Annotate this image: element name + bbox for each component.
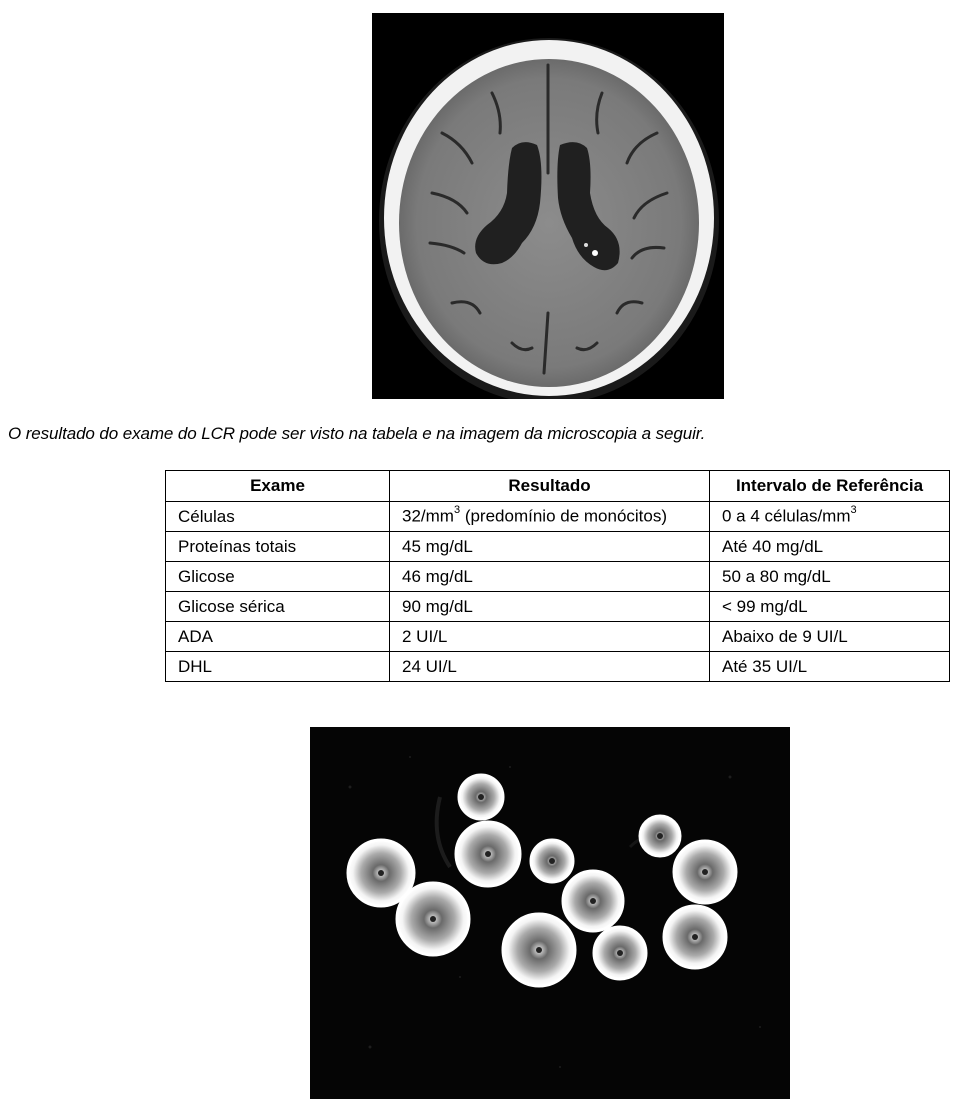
table-row: [166, 622, 950, 652]
result-cell: 90 mg/dL: [390, 592, 710, 622]
table-row: [166, 592, 950, 622]
microscopy-image: [310, 727, 790, 1099]
reference-cell: < 99 mg/dL: [710, 592, 950, 622]
caption-text: O resultado do exame do LCR pode ser visto na tabela e na imagem da microscopia a seguir.: [8, 424, 706, 443]
csf-results-table: [165, 470, 950, 682]
result-cell: 46 mg/dL: [390, 562, 710, 592]
result-cell: 24 UI/L: [390, 652, 710, 682]
exam-cell: Proteínas totais: [166, 532, 390, 562]
exam-cell: DHL: [166, 652, 390, 682]
reference-cell: Até 35 UI/L: [710, 652, 950, 682]
table-header-row: [166, 471, 950, 502]
reference-cell: 50 a 80 mg/dL: [710, 562, 950, 592]
exam-cell: Glicose: [166, 562, 390, 592]
table-row: [166, 562, 950, 592]
table-row: [166, 532, 950, 562]
table-row: [166, 502, 950, 532]
header-exam: Exame: [166, 471, 390, 502]
header-result: Resultado: [390, 471, 710, 502]
result-superscript: 3: [453, 504, 461, 517]
result-cell: 2 UI/L: [390, 622, 710, 652]
reference-superscript: 3: [850, 504, 857, 517]
reference-cell: Abaixo de 9 UI/L: [710, 622, 950, 652]
result-note: (predomínio de monócitos): [460, 506, 668, 526]
header-reference: Intervalo de Referência: [710, 471, 950, 502]
result-cell: 45 mg/dL: [390, 532, 710, 562]
exam-cell: Células: [166, 502, 390, 532]
reference-value: 0 a 4 células/mm: [722, 506, 851, 526]
reference-cell: [710, 502, 950, 532]
reference-cell: Até 40 mg/dL: [710, 532, 950, 562]
table-row: [166, 652, 950, 682]
exam-cell: ADA: [166, 622, 390, 652]
result-value: 32/mm: [402, 506, 454, 526]
ct-scan-image: [372, 13, 724, 399]
exam-cell: Glicose sérica: [166, 592, 390, 622]
result-cell: [390, 502, 710, 532]
